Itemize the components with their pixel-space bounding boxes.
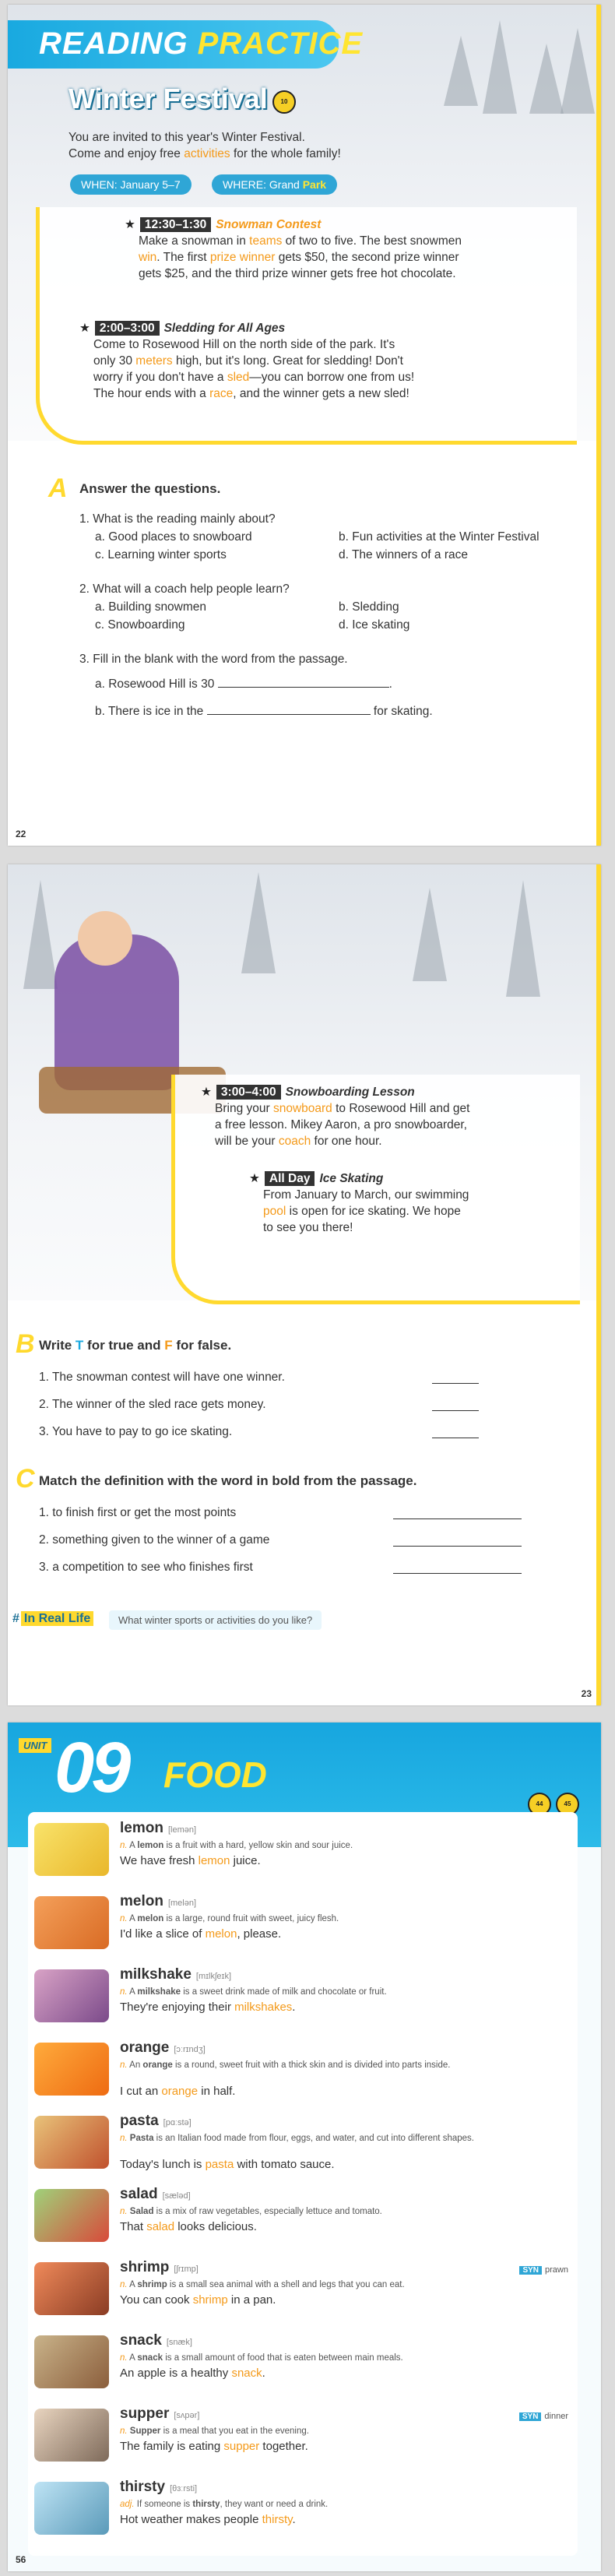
passage-title: Winter Festival xyxy=(69,83,268,114)
vocab-entry xyxy=(28,2331,578,2404)
page-23 xyxy=(8,864,601,1705)
section-a-heading: Answer the questions. xyxy=(79,481,221,496)
vocab-definition: n. A melon is a large, round fruit with sweet, juicy flesh. xyxy=(120,1914,339,1923)
vocab-entry xyxy=(28,2404,578,2477)
vocab-example: That salad looks delicious. xyxy=(120,2220,257,2233)
vocab-ipa: [pɑːstə] xyxy=(163,2118,192,2127)
vocab-entry xyxy=(28,1892,578,1965)
vocab-image xyxy=(34,1969,109,2022)
tf-item-3: 3. You have to pay to go ice skating. xyxy=(39,1425,233,1438)
q1-option-c[interactable]: c. Learning winter sports xyxy=(95,548,227,561)
vocab-ipa: [melən] xyxy=(167,1899,197,1908)
vocab-definition: n. Supper is a meal that you eat in the evening. xyxy=(120,2426,309,2436)
audio-track-icon[interactable]: 44 xyxy=(528,1793,551,1816)
vocab-word: lemon [lemən] xyxy=(120,1820,197,1836)
vocab-ipa: [mɪlkʃeɪk] xyxy=(195,1972,232,1981)
vocab-synonym: SYN dinner xyxy=(519,2412,568,2421)
vocab-word: supper [sʌpər] xyxy=(120,2405,200,2422)
vocab-image xyxy=(34,2409,109,2462)
match-item-3: 3. a competition to see who finishes first xyxy=(39,1561,253,1574)
vocab-image xyxy=(34,2262,109,2315)
vocab-example: Today's lunch is pasta with tomato sauce. xyxy=(120,2158,335,2171)
question-2: 2. What will a coach help people learn? xyxy=(79,582,290,596)
vocab-definition: n. A shrimp is a small sea animal with a shell and legs that you can eat. xyxy=(120,2280,405,2289)
vocab-definition: n. A lemon is a fruit with a hard, yellow skin and sour juice. xyxy=(120,1841,353,1850)
vocab-ipa: [θɜːrsti] xyxy=(170,2484,198,2493)
q2-option-d[interactable]: d. Ice skating xyxy=(339,618,410,632)
vocab-image xyxy=(34,2116,109,2169)
vocab-definition: n. Pasta is an Italian food made from flour, eggs, and water, and cut into different shapes. xyxy=(120,2134,474,2143)
section-b-heading: Write T for true and F for false. xyxy=(39,1338,232,1353)
vocab-ipa: [sæləd] xyxy=(162,2191,191,2201)
q1-option-a[interactable]: a. Good places to snowboard xyxy=(95,530,252,544)
q1-option-d[interactable]: d. The winners of a race xyxy=(339,548,468,561)
vocab-ipa: [ɔːrɪndʒ] xyxy=(174,2045,206,2054)
where-pill: WHERE: Grand Park xyxy=(212,174,337,195)
vocab-definition: n. A snack is a small amount of food that is eaten between main meals. xyxy=(120,2353,403,2363)
tf-blank-2[interactable] xyxy=(432,1410,479,1411)
star-icon: ★ xyxy=(249,1172,260,1185)
tf-item-1: 1. The snowman contest will have one winner. xyxy=(39,1371,285,1384)
q3b-blank[interactable] xyxy=(207,714,371,715)
vocab-image xyxy=(34,1896,109,1949)
vocab-definition: n. An orange is a round, sweet fruit with a thick skin and is divided into parts inside. xyxy=(120,2060,451,2070)
star-icon: ★ xyxy=(201,1086,212,1099)
section-c-letter: C xyxy=(16,1464,35,1494)
vocab-word: snack [snæk] xyxy=(120,2332,192,2349)
vocab-entry xyxy=(28,1818,578,1892)
page-number: 22 xyxy=(16,829,26,839)
vocab-word: pasta [pɑːstə] xyxy=(120,2113,192,2129)
match-blank-2[interactable] xyxy=(393,1546,522,1547)
star-icon: ★ xyxy=(125,218,135,231)
vocab-entry xyxy=(28,2184,578,2258)
vocab-word: milkshake [mɪlkʃeɪk] xyxy=(120,1966,232,1983)
vocab-word: thirsty [θɜːrsti] xyxy=(120,2479,198,2495)
child-face xyxy=(78,911,132,966)
event-ice-skating: ★ All Day Ice Skating From January to March, our swimming pool is open for ice skating. We hope to see you there! xyxy=(249,1172,469,1234)
tf-item-2: 2. The winner of the sled race gets money. xyxy=(39,1398,266,1411)
page-edge-stripe xyxy=(596,5,601,846)
event-sledding: ★ 2:00–3:00 Sledding for All Ages Come to Rosewood Hill on the north side of the park. It's only 30 meters high, but it's long. Great for sledding! Don't worry if you don't have a sled—you can borrow one from us! The hour ends with a race, and the winner gets a new sled! xyxy=(79,322,415,400)
vocab-example: They're enjoying their milkshakes. xyxy=(120,2001,296,2014)
event-snowman-contest: ★ 12:30–1:30 Snowman Contest Make a snowman in teams of two to five. The best snowmen win. The first prize winner gets $50, the second prize winner gets $25, and the third prize winner gets free hot chocolate. xyxy=(125,218,462,280)
q2-option-b[interactable]: b. Sledding xyxy=(339,600,399,614)
in-real-life-prompt: What winter sports or activities do you like? xyxy=(109,1610,322,1630)
unit-title: FOOD xyxy=(163,1754,267,1795)
vocab-image xyxy=(34,2335,109,2388)
q3b: b. There is ice in the for skating. xyxy=(95,705,433,718)
q2-option-a[interactable]: a. Building snowmen xyxy=(95,600,207,614)
in-real-life-label: # In Real Life xyxy=(12,1612,93,1626)
vocab-example: We have fresh lemon juice. xyxy=(120,1854,261,1867)
page-edge-stripe xyxy=(596,864,601,1705)
match-item-2: 2. something given to the winner of a game xyxy=(39,1533,270,1547)
q3a: a. Rosewood Hill is 30 . xyxy=(95,677,392,691)
audio-track-icon[interactable]: 10 xyxy=(272,90,296,114)
vocab-example: I cut an orange in half. xyxy=(120,2085,236,2098)
section-a-letter: A xyxy=(48,473,68,503)
vocab-example: I'd like a slice of melon, please. xyxy=(120,1927,282,1941)
event-snowboarding: ★ 3:00–4:00 Snowboarding Lesson Bring your snowboard to Rosewood Hill and get a free lesson. Mikey Aaron, a pro snowboarder, will be your coach for one hour. xyxy=(201,1086,470,1148)
page-number: 23 xyxy=(581,1688,592,1699)
vocab-word: salad [sæləd] xyxy=(120,2186,191,2202)
q2-option-c[interactable]: c. Snowboarding xyxy=(95,618,185,632)
vocab-image xyxy=(34,2189,109,2242)
vocab-example: Hot weather makes people thirsty. xyxy=(120,2513,296,2526)
page-56 xyxy=(8,1723,601,2571)
section-c-heading: Match the definition with the word in bold from the passage. xyxy=(39,1473,417,1488)
vocab-definition: adj. If someone is thirsty, they want or need a drink. xyxy=(120,2500,329,2509)
q1-option-b[interactable]: b. Fun activities at the Winter Festival xyxy=(339,530,539,544)
unit-label: UNIT xyxy=(19,1738,51,1753)
vocab-word: melon [melən] xyxy=(120,1893,197,1909)
reading-practice-title: READING PRACTICE xyxy=(39,26,364,61)
vocab-synonym: SYN prawn xyxy=(519,2265,568,2275)
vocab-entry xyxy=(28,2038,578,2111)
vocab-image xyxy=(34,2482,109,2535)
vocab-entry xyxy=(28,2477,578,2550)
match-item-1: 1. to finish first or get the most points xyxy=(39,1506,237,1519)
tf-blank-1[interactable] xyxy=(432,1383,479,1384)
page-number: 56 xyxy=(16,2554,26,2565)
audio-track-icon[interactable]: 45 xyxy=(556,1793,579,1816)
vocab-definition: n. Salad is a mix of raw vegetables, especially lettuce and tomato. xyxy=(120,2207,382,2216)
star-icon: ★ xyxy=(79,322,90,335)
match-blank-3[interactable] xyxy=(393,1573,522,1574)
vocab-image xyxy=(34,2043,109,2096)
q3a-blank[interactable] xyxy=(218,687,389,688)
vocab-entry xyxy=(28,2258,578,2331)
unit-number: 09 xyxy=(54,1728,128,1807)
vocab-entry xyxy=(28,1965,578,2038)
section-b-letter: B xyxy=(16,1329,35,1359)
vocab-example: The family is eating supper together. xyxy=(120,2440,308,2453)
vocab-word: orange [ɔːrɪndʒ] xyxy=(120,2039,206,2056)
vocab-definition: n. A milkshake is a sweet drink made of milk and chocolate or fruit. xyxy=(120,1987,387,1997)
vocab-list xyxy=(28,1812,578,2556)
when-pill: WHEN: January 5–7 xyxy=(70,174,192,195)
vocab-ipa: [snæk] xyxy=(166,2338,192,2347)
vocab-image xyxy=(34,1823,109,1876)
vocab-ipa: [ʃrɪmp] xyxy=(174,2265,199,2274)
page-22 xyxy=(8,5,601,846)
vocab-ipa: [sʌpər] xyxy=(174,2411,200,2420)
vocab-entry xyxy=(28,2111,578,2184)
vocab-ipa: [lemən] xyxy=(167,1825,197,1835)
question-1: 1. What is the reading mainly about? xyxy=(79,512,276,526)
question-3: 3. Fill in the blank with the word from the passage. xyxy=(79,653,348,666)
vocab-example: You can cook shrimp in a pan. xyxy=(120,2293,276,2307)
vocab-word: shrimp [ʃrɪmp] xyxy=(120,2259,199,2275)
vocab-example: An apple is a healthy snack. xyxy=(120,2367,265,2380)
passage-intro: You are invited to this year's Winter Festival. Come and enjoy free activities for the whole family! xyxy=(69,131,341,160)
